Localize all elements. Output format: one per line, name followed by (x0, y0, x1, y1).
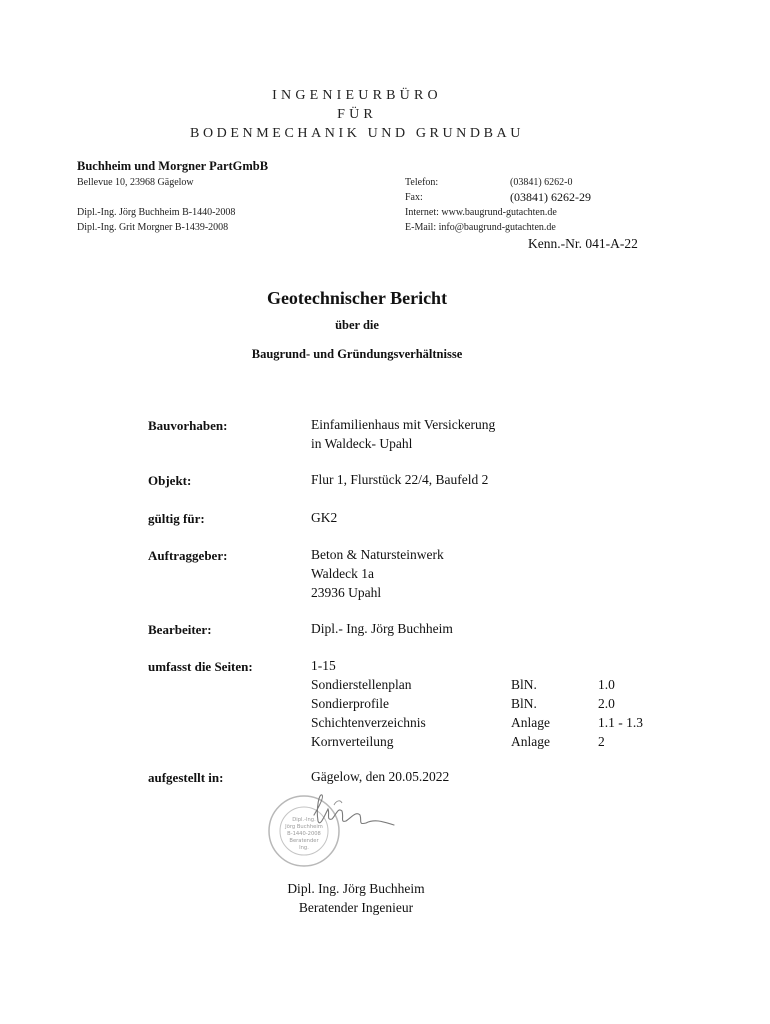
kenn-nr: Kenn.-Nr. 041-A-22 (528, 236, 638, 251)
gueltig-label: gültig für: (148, 511, 205, 526)
bearbeiter-label: Bearbeiter: (148, 622, 212, 637)
report-subtitle: über die (335, 318, 379, 332)
attachment-name: Schichtenverzeichnis (311, 715, 426, 730)
auftraggeber-line-1: Beton & Natursteinwerk (311, 547, 444, 562)
internet-line: Internet: www.baugrund-gutachten.de (405, 207, 557, 218)
bearbeiter-value: Dipl.- Ing. Jörg Buchheim (311, 621, 453, 636)
fax-label: Fax: (405, 192, 423, 203)
bauvorhaben-line-1: Einfamilienhaus mit Versickerung (311, 417, 496, 432)
fax-value: (03841) 6262-29 (510, 190, 591, 204)
attachment-number: 2.0 (598, 696, 615, 711)
stamp-line: Jörg Buchheim (285, 824, 323, 830)
attachment-type: Anlage (511, 734, 550, 749)
stamp-line: Beratender (289, 838, 319, 844)
report-subject: Baugrund- und Gründungsverhältnisse (251, 347, 463, 361)
attachment-name: Kornverteilung (311, 734, 394, 749)
auftraggeber-line-2: Waldeck 1a (311, 566, 375, 581)
umfasst-pages: 1-15 (311, 658, 336, 673)
attachment-type: BlN. (511, 677, 537, 692)
partner-1: Dipl.-Ing. Jörg Buchheim B-1440-2008 (77, 207, 236, 218)
signatory-name: Dipl. Ing. Jörg Buchheim (287, 881, 425, 896)
objekt-value: Flur 1, Flurstück 22/4, Baufeld 2 (311, 472, 489, 487)
signatory-role: Beratender Ingenieur (298, 900, 414, 915)
firm-name: Buchheim und Morgner PartGmbB (77, 159, 269, 173)
umfasst-label: umfasst die Seiten: (148, 659, 253, 674)
objekt-label: Objekt: (148, 473, 192, 488)
report-title: Geotechnischer Bericht (266, 288, 448, 308)
stamp-line: Ing. (299, 845, 309, 851)
attachment-number: 1.0 (598, 677, 615, 692)
bauvorhaben-label: Bauvorhaben: (148, 418, 228, 433)
attachment-name: Sondierstellenplan (311, 677, 412, 692)
email-line: E-Mail: info@baugrund-gutachten.de (405, 222, 556, 233)
aufgestellt-label: aufgestellt in: (148, 770, 224, 785)
letterhead-line-3: BODENMECHANIK UND GRUNDBAU (190, 126, 524, 141)
letterhead-line-2: FÜR (337, 107, 377, 122)
letterhead-line-1: INGENIEURBÜRO (272, 88, 442, 103)
auftraggeber-line-3: 23936 Upahl (311, 585, 382, 600)
stamp-line: Dipl.-Ing. (292, 817, 316, 823)
firm-address: Bellevue 10, 23968 Gägelow (77, 177, 194, 188)
phone-label: Telefon: (405, 177, 439, 188)
partner-2: Dipl.-Ing. Grit Morgner B-1439-2008 (77, 222, 229, 233)
attachment-name: Sondierprofile (311, 696, 389, 711)
phone-value: (03841) 6262-0 (510, 177, 573, 188)
attachment-number: 2 (598, 734, 605, 749)
bauvorhaben-line-2: in Waldeck- Upahl (311, 436, 413, 451)
gueltig-value: GK2 (311, 510, 338, 525)
stamp-line: B-1440-2008 (287, 831, 321, 837)
attachment-type: Anlage (511, 715, 550, 730)
attachment-type: BlN. (511, 696, 537, 711)
aufgestellt-value: Gägelow, den 20.05.2022 (311, 769, 450, 784)
auftraggeber-label: Auftraggeber: (148, 548, 228, 563)
attachment-number: 1.1 - 1.3 (598, 715, 643, 730)
stamp-seal-icon (262, 787, 412, 872)
